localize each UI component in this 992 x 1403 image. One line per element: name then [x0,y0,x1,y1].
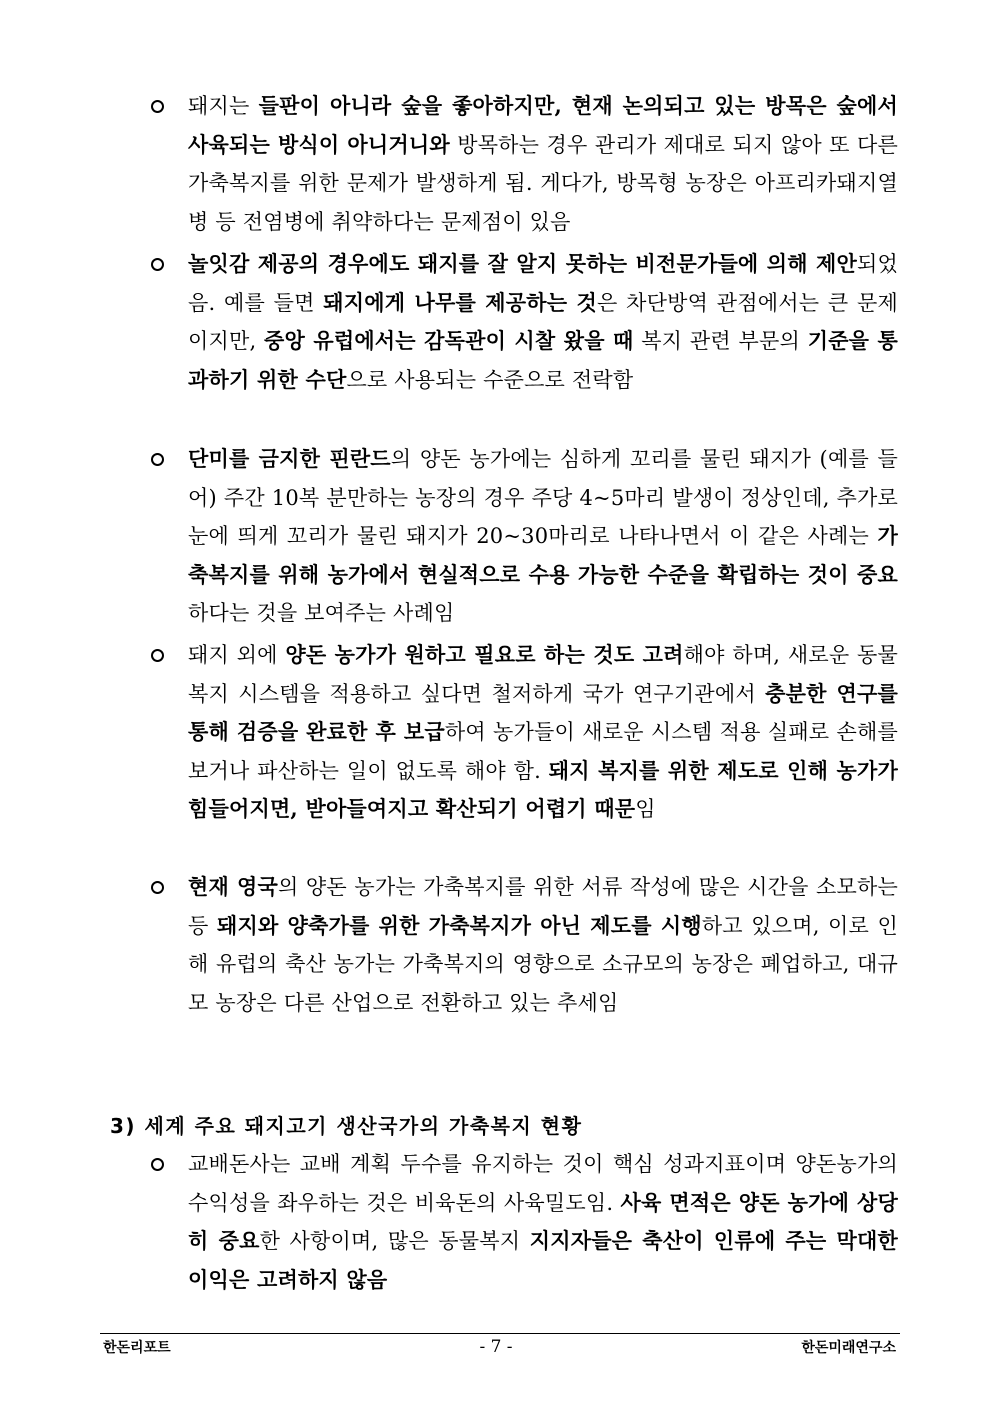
footer-report-name: 한돈리포트 [103,1340,171,1356]
bold-text-segment: 돼지에게 나무를 제공하는 것 [323,289,598,315]
bold-text-segment: 충분한 연구를 통해 검증을 완료한 후 보급 [188,680,898,744]
bullet-text [188,1145,898,1299]
text-segment: 돼지 외에 [188,643,286,667]
section-title: 3) 세계 주요 돼지고기 생산국가의 가축복지 현황 [110,1114,583,1138]
bullet-item [188,1145,898,1299]
text-segment: 되었음. 예를 들면 [188,252,898,315]
bullet-item [188,245,898,399]
text-segment: 해야 하며, 새로운 동물복지 시스템을 적용하고 싶다면 철저하게 국가 연구기관에서 [188,643,899,706]
text-segment: 임 [635,797,656,821]
bullet-item [188,87,898,241]
circle-bullet-icon [151,258,164,271]
text-segment: 하여 농가들이 새로운 시스템 적용 실패로 손해를 보거나 파산하는 일이 없도록 해야 함. [188,720,898,783]
bullet-text [188,636,898,829]
circle-bullet-icon [151,1158,164,1171]
text-segment: 복지 관련 부문의 [633,329,808,353]
footer-institute-name: 한돈미래연구소 [801,1340,896,1356]
circle-bullet-icon [151,881,164,894]
text-segment: 하다는 것을 보여주는 사례임 [188,601,455,625]
bullet-item [188,636,898,829]
bold-text-segment: 지지자들은 축산이 인류에 주는 막대한 이익은 고려하지 않음 [188,1228,898,1292]
bold-text-segment: 단미를 금지한 핀란드 [188,446,391,471]
circle-bullet-icon [151,100,164,113]
bold-text-segment: 양돈 농가가 원하고 필요로 하는 것도 고려 [285,642,684,667]
bold-text-segment: 기준을 통과하기 위한 수단 [188,328,898,392]
page-number: - 7 - [479,1337,513,1357]
circle-bullet-icon [151,649,164,662]
footer-divider [100,1333,900,1334]
bold-text-segment: 사육 면적은 양돈 농가에 상당히 중요 [188,1189,898,1253]
text-segment: 방목하는 경우 관리가 제대로 되지 않아 또 다른 가축복지를 위한 문제가 발생하게 됨. 게다가, 방목형 농장은 아프리카돼지열병 등 전염병에 취약하다는 문제점이 있음 [188,132,898,234]
bold-text-segment: 가축복지를 위해 농가에서 현실적으로 수용 가능한 수준을 확립하는 것이 중요 [188,523,898,587]
circle-bullet-icon [151,453,164,466]
bullet-text [188,245,898,399]
bullet-text [188,440,898,633]
bold-text-segment: 중앙 유럽에서는 감독관이 시찰 왔을 때 [264,328,634,353]
text-segment: 하고 있으며, 이로 인해 유럽의 축산 농가는 가축복지의 영향으로 소규모의 농장은 폐업하고, 대규모 농장은 다른 산업으로 전환하고 있는 추세임 [188,913,898,1015]
text-segment: 의 양돈 농가에는 심하게 꼬리를 물린 돼지가 (예를 들어) 주간 10복 분만하는 농장의 경우 주당 4~5마리 발생이 정상인데, 추가로 눈에 띄게 꼬리가 물린 돼지가 20~30마리로 나타나면서 이 같은 사례는 [188,447,898,548]
text-segment: 으로 사용되는 수준으로 전락함 [346,367,634,392]
text-segment: 돼지는 [188,94,259,118]
bold-text-segment: 돼지와 양축가를 위한 가축복지가 아닌 제도를 시행 [216,912,702,938]
bullet-item [188,440,898,633]
bold-text-segment: 현재 영국 [188,874,279,899]
text-segment: 교배돈사는 교배 계획 두수를 유지하는 것이 핵심 성과지표이며 양돈농가의 수익성을 좌우하는 것은 비육돈의 사육밀도임. [188,1152,898,1215]
bold-text-segment: 놀잇감 제공의 경우에도 돼지를 잘 알지 못하는 비전문가들에 의해 제안 [188,251,858,276]
bullet-item [188,868,898,1022]
text-segment: 은 차단방역 관점에서는 큰 문제이지만, [188,290,898,353]
bullet-text [188,868,898,1022]
bold-text-segment: 돼지 복지를 위한 제도로 인해 농가가 힘들어지면, 받아들여지고 확산되기 어렵기 때문 [188,757,898,821]
text-segment: 한 사항이며, 많은 동물복지 [259,1229,530,1253]
bullet-text [188,87,898,241]
text-segment: 의 양돈 농가는 가축복지를 위한 서류 작성에 많은 시간을 소모하는 등 [188,875,898,938]
bold-text-segment: 들판이 아니라 숲을 좋아하지만, 현재 논의되고 있는 방목은 숲에서 사육되는 방식이 아니거니와 [188,93,898,157]
